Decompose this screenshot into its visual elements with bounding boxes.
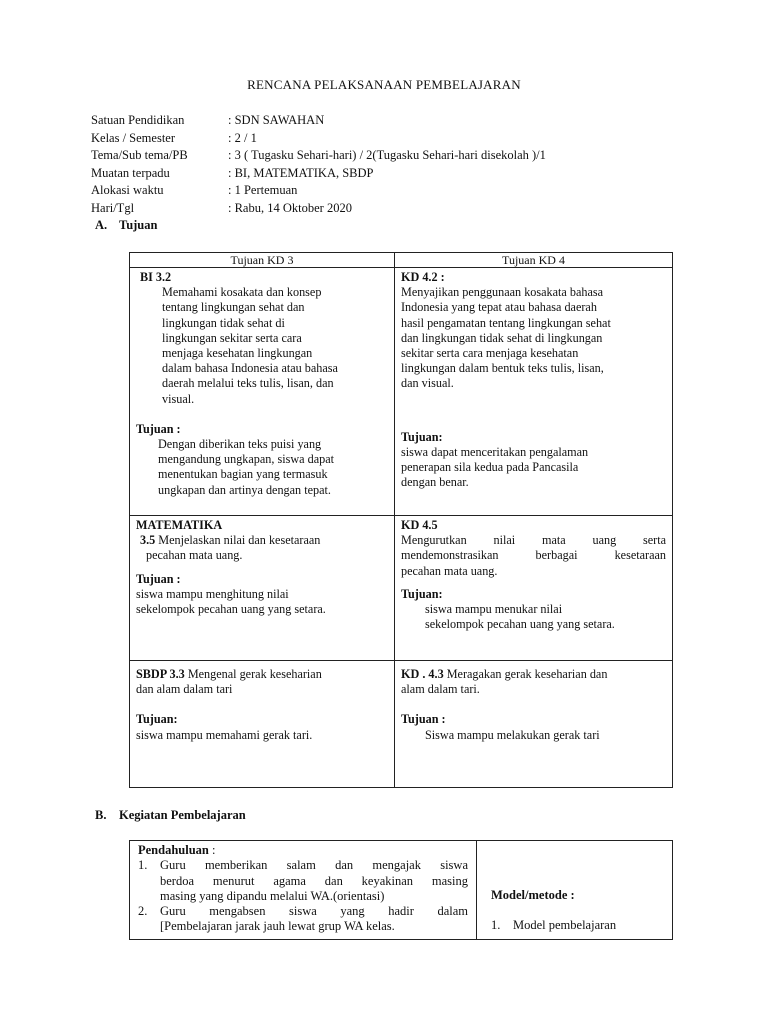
kd-description (401, 285, 666, 391)
tujuan-text (401, 445, 666, 491)
text-line: Dengan diberikan teks puisi yang (158, 437, 322, 452)
cell-kd-43 (395, 661, 672, 788)
text-line: mendemonstrasikan berbagai kesetaraan (401, 548, 666, 563)
text-line: sekitar serta cara menjaga kesehatan (401, 346, 579, 361)
identity-label: Muatan terpadu (91, 165, 170, 180)
list-text (160, 904, 468, 935)
tujuan-label: Tujuan : (401, 712, 446, 727)
text-line: visual. (162, 391, 195, 406)
text-line: mengandung ungkapan, siswa dapat (158, 452, 334, 467)
text-line: Mengurutkan nilai mata uang serta (401, 533, 666, 548)
identity-block (91, 112, 546, 218)
cell-kd-45 (395, 516, 672, 660)
section-a-number: A. (95, 218, 108, 232)
cell-kd-42 (395, 268, 672, 515)
model-metode-cell (477, 841, 672, 939)
text-line: sekelompok pecahan uang yang setara. (425, 617, 615, 632)
identity-label: Kelas / Semester (91, 130, 176, 145)
model-metode-label: Model/metode : (491, 888, 575, 902)
text-line: dan visual. (401, 376, 454, 391)
text-line: pecahan mata uang. (146, 548, 243, 563)
tujuan-text (401, 602, 666, 632)
tujuan-label: Tujuan : (136, 571, 181, 586)
tujuan-label: Tujuan: (136, 712, 178, 727)
tujuan-table-header (130, 253, 672, 268)
text-line: tentang lingkungan sehat dan (162, 300, 305, 315)
text-line: Meragakan gerak keseharian dan (443, 667, 608, 681)
kd-code: KD 4.5 (401, 518, 438, 532)
text-line: berdoa menurut agama dan keyakinan masing (160, 873, 468, 888)
table-row-bi (130, 268, 672, 516)
identity-row (91, 165, 546, 183)
identity-value: : Rabu, 14 Oktober 2020 (228, 200, 352, 215)
identity-label: Alokasi waktu (91, 183, 164, 198)
text-line: lingkungan dalam bentuk teks tulis, lisan, (401, 361, 604, 376)
list-text (160, 858, 468, 904)
text-line: siswa mampu menghitung nilai (136, 586, 289, 601)
tujuan-text: Siswa mampu melakukan gerak tari (425, 727, 600, 742)
kd-description (401, 667, 666, 682)
text-line: sekelompok pecahan uang yang setara. (136, 602, 326, 617)
text-line: dengan benar. (401, 475, 469, 490)
text-line: lingkungan tidak sehat di (162, 315, 285, 330)
section-b-label: Kegiatan Pembelajaran (119, 808, 246, 822)
tujuan-text (136, 587, 388, 617)
text-line: Memahami kosakata dan konsep (162, 285, 322, 300)
text-line: ungkapan dan artinya dengan tepat. (158, 482, 331, 497)
header-kd3: Tujuan KD 3 (130, 253, 395, 267)
section-a-heading (95, 218, 157, 233)
kd-description (136, 667, 388, 682)
text-line: dalam bahasa Indonesia atau bahasa (162, 361, 338, 376)
text-line: menjaga kesehatan lingkungan (162, 346, 313, 361)
kegiatan-table (129, 840, 673, 940)
identity-row (91, 182, 546, 200)
cell-sbdp-33 (130, 661, 395, 788)
kd-code: SBDP 3.3 (136, 667, 185, 681)
identity-value: : 2 / 1 (228, 130, 257, 145)
identity-value: : BI, MATEMATIKA, SBDP (228, 165, 374, 180)
identity-label: Tema/Sub tema/PB (91, 148, 188, 163)
text-line: penerapan sila kedua pada Pancasila (401, 460, 579, 475)
identity-label: Hari/Tgl (91, 200, 135, 215)
text-line: Guru mengabsen siswa yang hadir dalam (160, 904, 468, 919)
section-b-heading (95, 808, 246, 823)
pendahuluan-label: Pendahuluan (138, 843, 209, 857)
identity-label: Satuan Pendidikan (91, 113, 185, 127)
list-number: 1. (138, 858, 148, 873)
text-line: lingkungan sekitar serta cara (162, 330, 302, 345)
header-kd4: Tujuan KD 4 (502, 253, 565, 267)
identity-row (91, 130, 546, 148)
pendahuluan-heading (138, 843, 468, 858)
section-b-number: B. (95, 808, 107, 822)
identity-row (91, 112, 546, 130)
text-line: Mengenal gerak keseharian (184, 667, 322, 681)
tujuan-label: Tujuan : (136, 421, 181, 436)
list-text: Model pembelajaran (513, 918, 617, 932)
tujuan-table (129, 252, 673, 788)
tujuan-text: siswa mampu memahami gerak tari. (136, 727, 313, 742)
text-line: [Pembelajaran jarak jauh lewat grup WA kelas. (160, 919, 395, 934)
list-number: 2. (138, 904, 148, 919)
text-line: Indonesia yang tepat atau bahasa daerah (401, 300, 597, 315)
identity-value: : 1 Pertemuan (228, 183, 298, 198)
kd-description (401, 533, 666, 579)
cell-bi-32 (130, 268, 395, 515)
text-line: daerah melalui teks tulis, lisan, dan (162, 376, 334, 391)
table-row-sbdp (130, 661, 672, 788)
text-line: dan alam dalam tari (136, 682, 233, 697)
cell-matematika-35 (130, 516, 395, 660)
text-line: siswa mampu menukar nilai (425, 602, 563, 617)
tujuan-label: Tujuan: (401, 586, 443, 601)
list-number: 1. (491, 918, 501, 932)
identity-row (91, 200, 546, 218)
list-item (138, 904, 468, 935)
identity-row (91, 147, 546, 165)
text-line: siswa dapat menceritakan pengalaman (401, 444, 589, 459)
document-title: RENCANA PELAKSANAAN PEMBELAJARAN (247, 77, 521, 92)
pendahuluan-colon: : (208, 843, 216, 857)
list-item (138, 858, 468, 904)
kd-number: 3.5 (140, 533, 156, 548)
text-line: Menyajikan penggunaan kosakata bahasa (401, 285, 604, 300)
text-line: menentukan bagian yang termasuk (158, 467, 328, 482)
kd-description (136, 533, 388, 548)
list-item (491, 918, 616, 933)
kd-code: KD 4.2 : (401, 270, 445, 284)
kd-code: MATEMATIKA (136, 518, 223, 532)
text-line: Menjelaskan nilai dan kesetaraan (155, 533, 321, 548)
pendahuluan-cell (130, 841, 477, 939)
kd-code: KD . 4.3 (401, 667, 444, 681)
text-line: dan lingkungan tidak sehat di lingkungan (401, 330, 603, 345)
tujuan-text (140, 437, 388, 498)
identity-value: : SDN SAWAHAN (228, 113, 325, 127)
tujuan-label: Tujuan: (401, 429, 443, 444)
table-row-matematika (130, 516, 672, 661)
text-line: pecahan mata uang. (401, 563, 498, 578)
kd-description (140, 285, 388, 407)
kd-code: BI 3.2 (140, 270, 172, 284)
text-line: Guru memberikan salam dan mengajak siswa (160, 858, 468, 873)
text-line: hasil pengamatan tentang lingkungan sehat (401, 315, 611, 330)
text-line: masing yang dipandu melalui WA.(orientasi) (160, 888, 385, 903)
section-a-label: Tujuan (119, 218, 158, 232)
text-line: alam dalam tari. (401, 682, 480, 697)
identity-value: : 3 ( Tugasku Sehari-hari) / 2(Tugasku Sehari-hari disekolah )/1 (228, 148, 546, 163)
